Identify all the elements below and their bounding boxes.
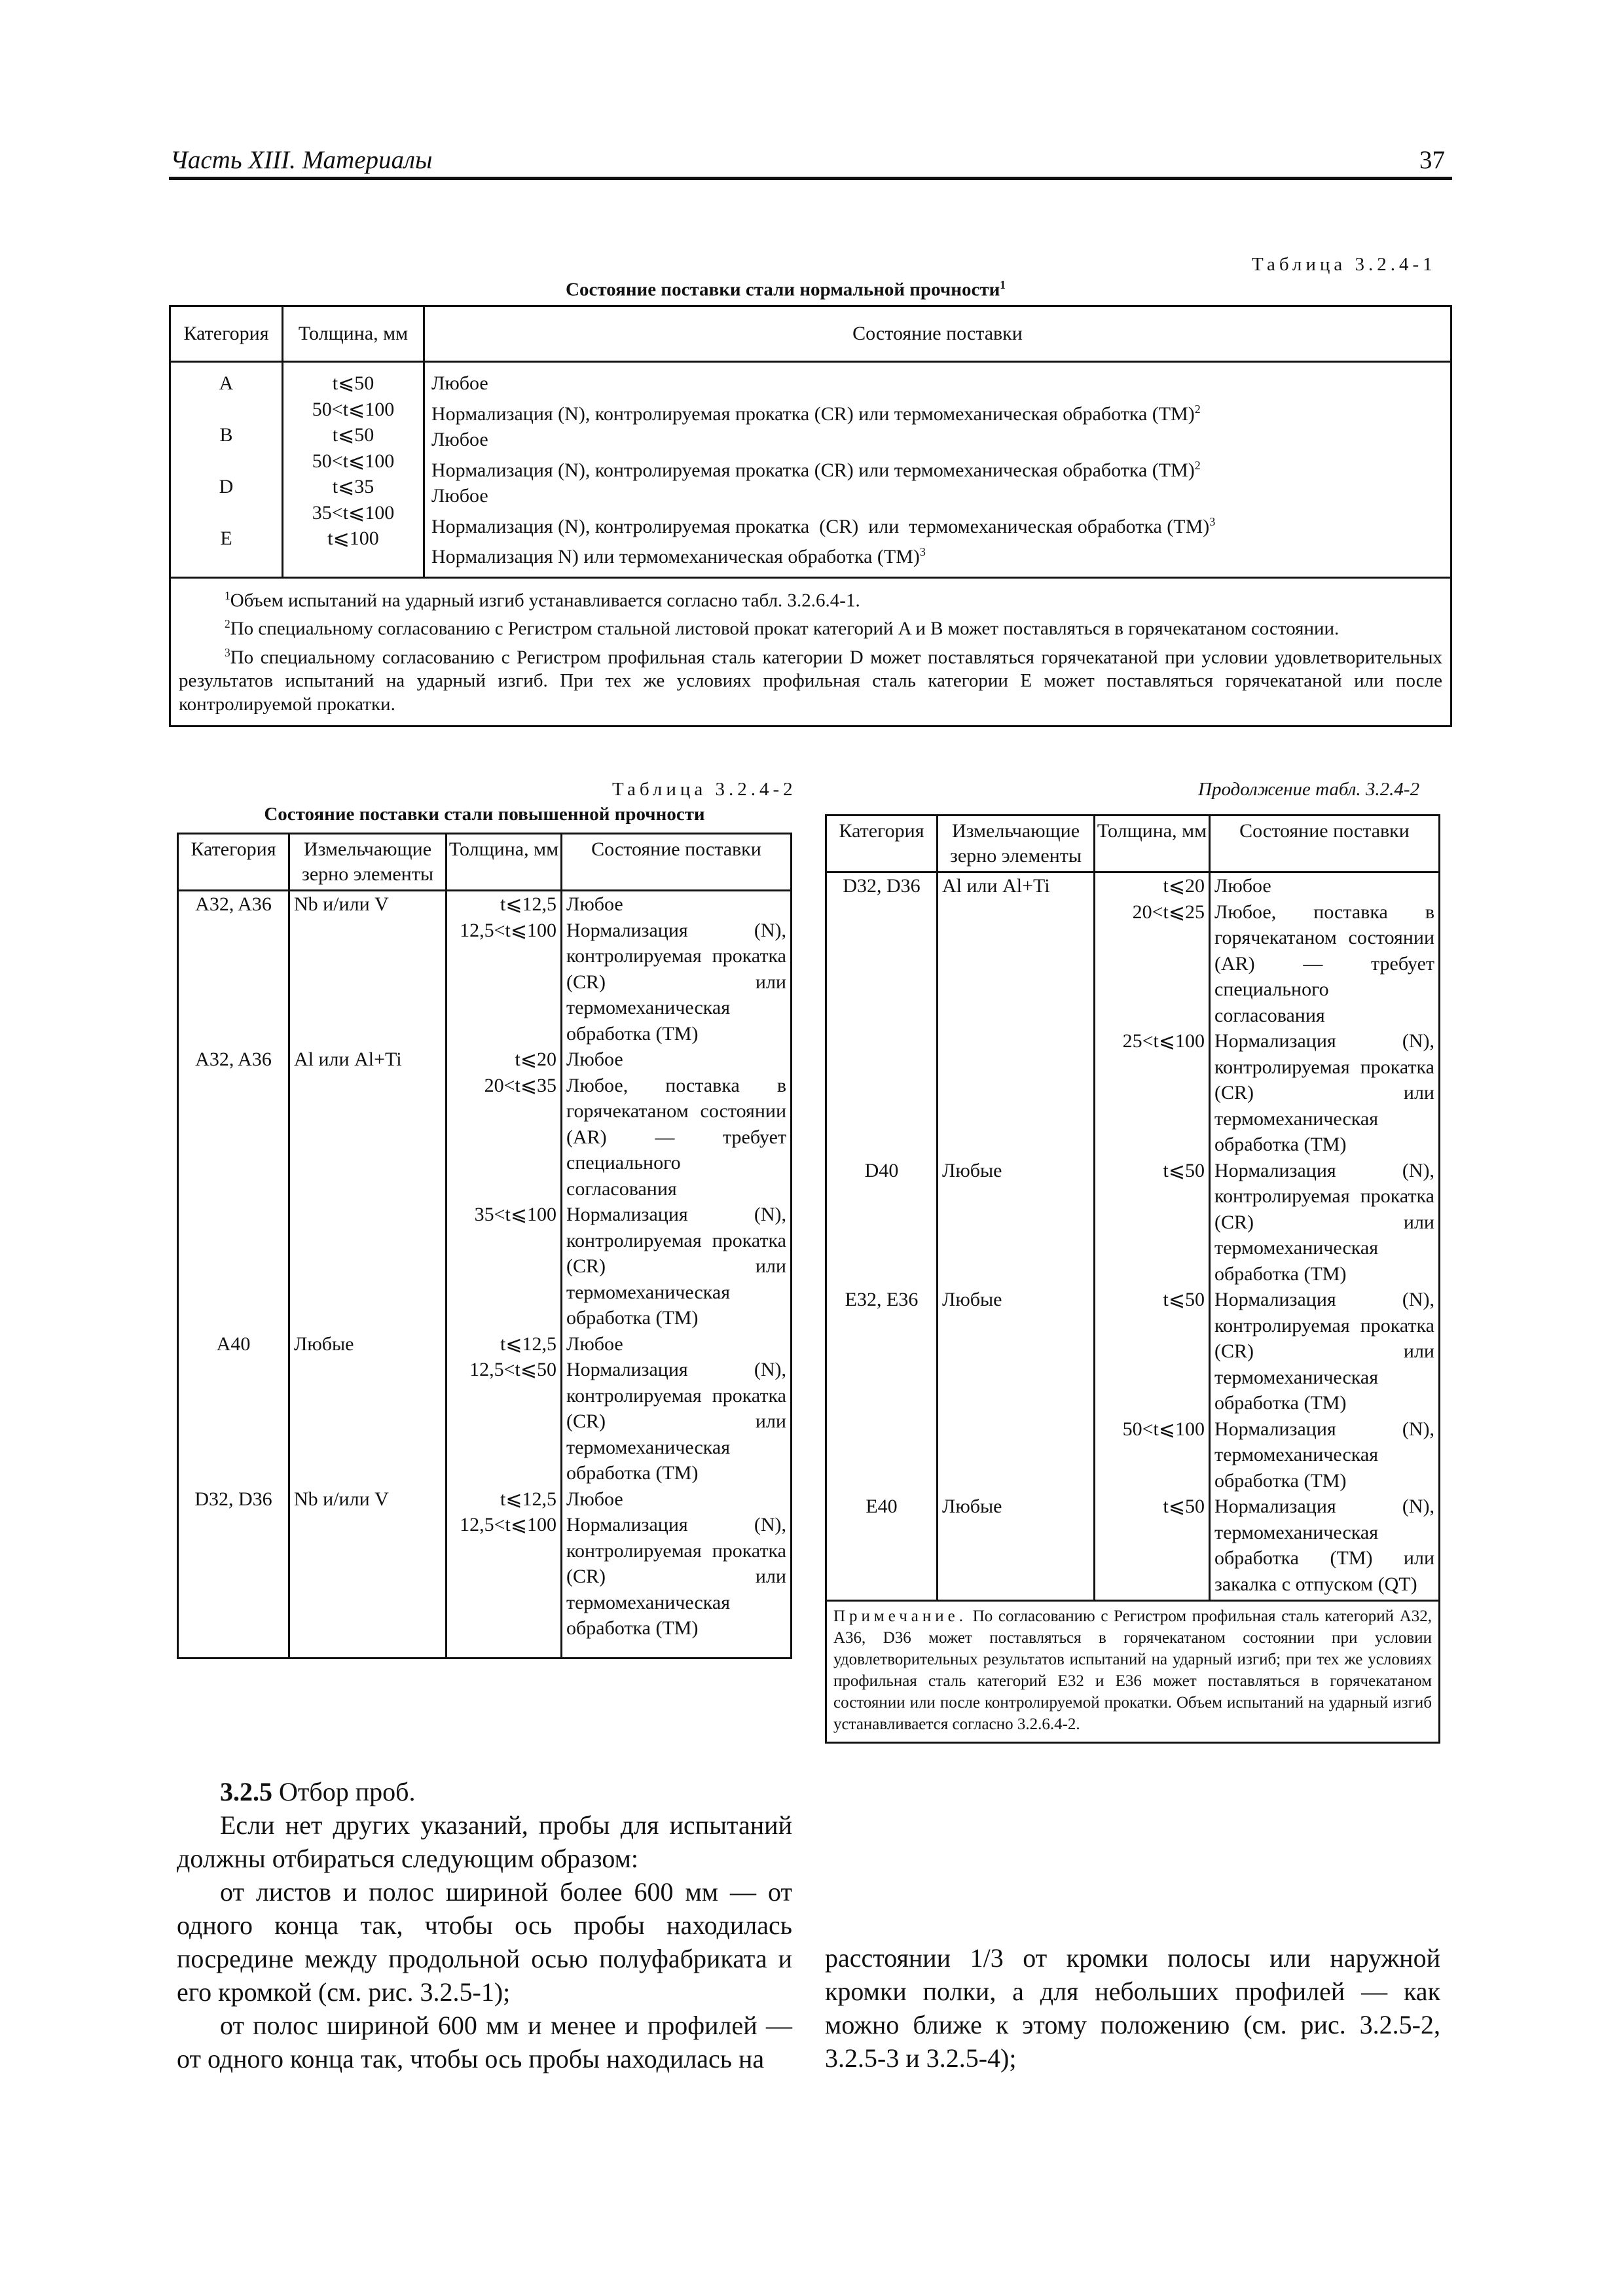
elements-cell xyxy=(289,1512,447,1641)
table2-cont-header-row xyxy=(826,816,1440,872)
category-cell xyxy=(178,1512,289,1641)
table2-continuation-label: Продолжение табл. 3.2.4-2 xyxy=(1198,779,1420,800)
table1-header-cell: Состояние поставки xyxy=(424,306,1451,362)
note-label: Примечание. xyxy=(833,1607,968,1625)
condition-cell xyxy=(431,509,1444,540)
running-header-title: Часть XIII. Материалы xyxy=(170,146,433,174)
category-cell xyxy=(178,1357,289,1486)
header-rule xyxy=(169,177,1452,180)
elements-cell: Al или Al+Ti xyxy=(938,872,1095,899)
table2 xyxy=(177,833,792,1659)
table-row xyxy=(826,1494,1440,1597)
category-cell: E xyxy=(220,528,232,549)
elements-cell: Любые xyxy=(938,1158,1095,1287)
footnote-ref: 2 xyxy=(1194,458,1201,472)
category-cell: D40 xyxy=(826,1158,938,1287)
footnote-text: По специальному согласованию с Регистром профильная сталь категории D может поставляться горячекатаной при условии удовлетворительных результатов испытаний на ударный изгиб. При тех же условиях профильная сталь категории E может поставляться горячекатаной или после контролируемой прокатки. xyxy=(179,647,1442,715)
elements-cell: Любые xyxy=(938,1494,1095,1597)
category-cell xyxy=(177,397,275,423)
table2-note-row xyxy=(826,1601,1440,1743)
table2-body xyxy=(178,891,792,1659)
table2-cont-body xyxy=(826,872,1440,1601)
thickness-cell: 50<t⩽100 xyxy=(1095,1416,1210,1494)
table1-thickness-column xyxy=(283,362,424,578)
category-cell xyxy=(177,500,275,526)
thickness-cell: 35<t⩽100 xyxy=(312,501,395,524)
category-cell: E32, E36 xyxy=(826,1287,938,1416)
section-number: 3.2.5 xyxy=(220,1777,272,1806)
category-cell xyxy=(178,1202,289,1331)
condition-cell xyxy=(431,397,1444,427)
elements-cell: Nb и/или V xyxy=(289,1486,447,1513)
spacer-cell xyxy=(447,1641,562,1659)
table1-title xyxy=(458,278,1113,301)
table2-header-cell: Состояние поставки xyxy=(562,834,792,891)
thickness-cell: t⩽35 xyxy=(332,476,374,497)
thickness-cell: 50<t⩽100 xyxy=(312,450,395,472)
condition-cell: Нормализация (N), контролируемая прокатка (CR) или термомеханическая обработка (TM) xyxy=(562,918,792,1047)
thickness-cell: t⩽20 xyxy=(447,1047,562,1073)
thickness-cell: 12,5<t⩽100 xyxy=(447,1512,562,1641)
table-row xyxy=(826,1287,1440,1416)
section-right-column xyxy=(825,1941,1440,2075)
condition-cell: Нормализация (N), контролируемая прокатка (CR) или термомеханическая обработка (TM) xyxy=(1210,1158,1440,1287)
elements-cell xyxy=(289,1073,447,1202)
table1-category-column xyxy=(170,362,283,578)
condition-cell xyxy=(431,539,1444,570)
elements-cell xyxy=(938,899,1095,1029)
category-cell xyxy=(826,1416,938,1494)
condition-cell: Любое, поставка в горячекатаном состоянии (AR) — требует специального согласования xyxy=(1210,899,1440,1029)
condition-cell: Любое xyxy=(562,1486,792,1513)
footnote-mark: 3 xyxy=(225,645,230,659)
table-row xyxy=(178,1047,792,1073)
category-cell: D32, D36 xyxy=(826,872,938,899)
spacer-cell xyxy=(289,1641,447,1659)
footnote-text: По специальному согласованию с Регистром стальной листовой прокат категорий A и B может поставляться в горячекатаном состоянии. xyxy=(230,618,1340,639)
table1-footnotes-row xyxy=(170,577,1451,726)
table2-note xyxy=(826,1601,1440,1743)
table-row xyxy=(178,1073,792,1202)
category-cell: E40 xyxy=(826,1494,938,1597)
thickness-cell: 12,5<t⩽50 xyxy=(447,1357,562,1486)
category-cell xyxy=(177,448,275,475)
thickness-cell: t⩽12,5 xyxy=(447,1486,562,1513)
elements-cell xyxy=(289,918,447,1047)
table2-cont-header-cell: Толщина, мм xyxy=(1095,816,1210,872)
category-cell xyxy=(178,1073,289,1202)
condition-cell: Нормализация (N), контролируемая прокатка (CR) или термомеханическая обработка (TM) xyxy=(562,1357,792,1486)
thickness-cell: t⩽12,5 xyxy=(447,891,562,918)
table1-header-cell: Категория xyxy=(170,306,283,362)
table-row xyxy=(178,1202,792,1331)
paragraph: расстоянии 1/3 от кромки полосы или наружной кромки полки, а для небольших профилей — как можно ближе к этому положению (см. рис. 3.2.5-2, 3.2.5-3 и 3.2.5-4); xyxy=(825,1943,1440,2073)
condition-cell: Любое xyxy=(1210,872,1440,899)
elements-cell xyxy=(289,1357,447,1486)
table2-continuation xyxy=(825,814,1440,1744)
condition-text: Любое xyxy=(431,429,488,450)
table-row xyxy=(178,1331,792,1357)
footnote xyxy=(179,612,1442,641)
category-cell: A32, A36 xyxy=(178,891,289,918)
elements-cell xyxy=(938,1416,1095,1494)
condition-cell: Нормализация (N), контролируемая прокатка (CR) или термомеханическая обработка (TM) xyxy=(562,1512,792,1641)
thickness-cell: t⩽100 xyxy=(327,528,379,549)
footnote-ref: 3 xyxy=(1209,514,1216,528)
condition-text: Нормализация (N), контролируемая прокатка (CR) или термомеханическая обработка (TM) xyxy=(431,459,1195,481)
table2-header-cell: Толщина, мм xyxy=(447,834,562,891)
footnote-ref: 3 xyxy=(919,545,926,558)
category-cell xyxy=(178,918,289,1047)
footnote xyxy=(179,584,1442,613)
condition-cell: Нормализация (N), термомеханическая обработка (TM) или закалка с отпуском (QT) xyxy=(1210,1494,1440,1597)
thickness-cell: t⩽50 xyxy=(1095,1287,1210,1416)
condition-cell xyxy=(431,370,1444,397)
category-cell: A32, A36 xyxy=(178,1047,289,1073)
table1-condition-column xyxy=(424,362,1451,578)
footnote-mark: 1 xyxy=(225,588,230,602)
page-number: 37 xyxy=(1419,146,1445,174)
thickness-cell: 12,5<t⩽100 xyxy=(447,918,562,1047)
thickness-cell: 25<t⩽100 xyxy=(1095,1028,1210,1158)
condition-cell xyxy=(431,483,1444,509)
table-row xyxy=(178,1486,792,1513)
table1-header-cell: Толщина, мм xyxy=(283,306,424,362)
footnote xyxy=(179,641,1442,717)
table2-header-row xyxy=(178,834,792,891)
footnote-mark: 2 xyxy=(225,617,230,631)
elements-cell xyxy=(289,1202,447,1331)
condition-cell: Любое, поставка в горячекатаном состоянии (AR) — требует специального согласования xyxy=(562,1073,792,1202)
category-cell xyxy=(826,1028,938,1158)
table-row xyxy=(178,1357,792,1486)
table1-title-text: Состояние поставки стали нормальной прочности xyxy=(566,279,1000,300)
condition-text: Любое xyxy=(431,372,488,394)
table-row xyxy=(178,891,792,918)
spacer-cell xyxy=(562,1641,792,1659)
section-heading xyxy=(177,1775,792,1808)
category-cell: D32, D36 xyxy=(178,1486,289,1513)
table2-cont-header-cell: Состояние поставки xyxy=(1210,816,1440,872)
footnote-text: Объем испытаний на ударный изгиб устанавливается согласно табл. 3.2.6.4-1. xyxy=(230,590,860,611)
thickness-cell: 20<t⩽35 xyxy=(447,1073,562,1202)
elements-cell: Nb и/или V xyxy=(289,891,447,918)
category-cell: A40 xyxy=(178,1331,289,1357)
section-left-column xyxy=(177,1775,792,2075)
table2-cont-header-cell: Измельчающие зерно элементы xyxy=(938,816,1095,872)
condition-cell: Любое xyxy=(562,1331,792,1357)
table2-cont-header-cell: Категория xyxy=(826,816,938,872)
thickness-cell: t⩽12,5 xyxy=(447,1331,562,1357)
paragraph: от листов и полос шириной более 600 мм — от одного конца так, чтобы ось пробы находилась посредине между продольной осью полуфабриката и его кромкой (см. рис. 3.2.5-1); xyxy=(177,1877,792,2007)
thickness-cell: t⩽50 xyxy=(1095,1494,1210,1597)
category-cell: D xyxy=(219,476,234,497)
condition-cell: Любое xyxy=(562,1047,792,1073)
elements-cell: Al или Al+Ti xyxy=(289,1047,447,1073)
thickness-cell: 20<t⩽25 xyxy=(1095,899,1210,1029)
table1-title-sup: 1 xyxy=(1000,278,1006,291)
thickness-cell: t⩽50 xyxy=(1095,1158,1210,1287)
table2-header-cell: Измельчающие зерно элементы xyxy=(289,834,447,891)
condition-cell xyxy=(431,453,1444,484)
condition-cell: Нормализация (N), термомеханическая обработка (TM) xyxy=(1210,1416,1440,1494)
thickness-cell: t⩽50 xyxy=(332,424,374,446)
thickness-cell: t⩽50 xyxy=(332,372,374,394)
elements-cell xyxy=(938,1028,1095,1158)
footnote-ref: 2 xyxy=(1194,402,1201,416)
table-bottom-row xyxy=(178,1641,792,1659)
table-row xyxy=(826,1158,1440,1287)
table1-footnotes xyxy=(170,577,1451,726)
condition-text: Нормализация N) или термомеханическая обработка (TM) xyxy=(431,546,920,567)
condition-text: Любое xyxy=(431,485,488,507)
category-cell: B xyxy=(219,424,233,446)
condition-cell: Любое xyxy=(562,891,792,918)
elements-cell: Любые xyxy=(938,1287,1095,1416)
table-row xyxy=(826,1028,1440,1158)
table2-header-cell: Категория xyxy=(178,834,289,891)
section-title: Отбор проб. xyxy=(279,1777,416,1806)
condition-cell: Нормализация (N), контролируемая прокатка (CR) или термомеханическая обработка (TM) xyxy=(1210,1028,1440,1158)
thickness-cell: 50<t⩽100 xyxy=(312,398,395,420)
condition-cell xyxy=(431,427,1444,453)
table-row xyxy=(826,1416,1440,1494)
thickness-cell: t⩽20 xyxy=(1095,872,1210,899)
table-row xyxy=(178,1512,792,1641)
paragraph: от полос шириной 600 мм и менее и профилей — от одного конца так, чтобы ось пробы находилась на xyxy=(177,2011,792,2073)
table1-body-row xyxy=(170,362,1451,578)
condition-cell: Нормализация (N), контролируемая прокатка (CR) или термомеханическая обработка (TM) xyxy=(562,1202,792,1331)
paragraph: Если нет других указаний, пробы для испытаний должны отбираться следующим образом: xyxy=(177,1810,792,1873)
condition-text: Нормализация (N), контролируемая прокатка (CR) или термомеханическая обработка (TM) xyxy=(431,515,1210,537)
category-cell xyxy=(826,899,938,1029)
table-row xyxy=(178,918,792,1047)
spacer-cell xyxy=(178,1641,289,1659)
table2-label: Таблица 3.2.4-2 xyxy=(612,779,797,800)
note-text: По согласованию с Регистром профильная сталь категорий A32, A36, D36 может поставляться в горячекатаном состоянии при условии удовлетворительных результатов испытаний на ударный изгиб; при тех же условиях профильная сталь категорий E32 и E36 может поставляться в горячекатаном состоянии или после контролируемой прокатки. Объем испытаний на ударный изгиб устанавливается согласно 3.2.6.4-2. xyxy=(833,1607,1432,1733)
elements-cell: Любые xyxy=(289,1331,447,1357)
table1 xyxy=(169,305,1452,727)
thickness-cell: 35<t⩽100 xyxy=(447,1202,562,1331)
table-row xyxy=(826,872,1440,899)
table1-label: Таблица 3.2.4-1 xyxy=(1252,254,1436,275)
condition-cell: Нормализация (N), контролируемая прокатка (CR) или термомеханическая обработка (TM) xyxy=(1210,1287,1440,1416)
category-cell: A xyxy=(219,372,234,394)
table1-header-row xyxy=(170,306,1451,362)
table-row xyxy=(826,899,1440,1029)
condition-text: Нормализация (N), контролируемая прокатка (CR) или термомеханическая обработка (TM) xyxy=(431,403,1195,425)
table2-title: Состояние поставки стали повышенной прочности xyxy=(264,804,705,825)
